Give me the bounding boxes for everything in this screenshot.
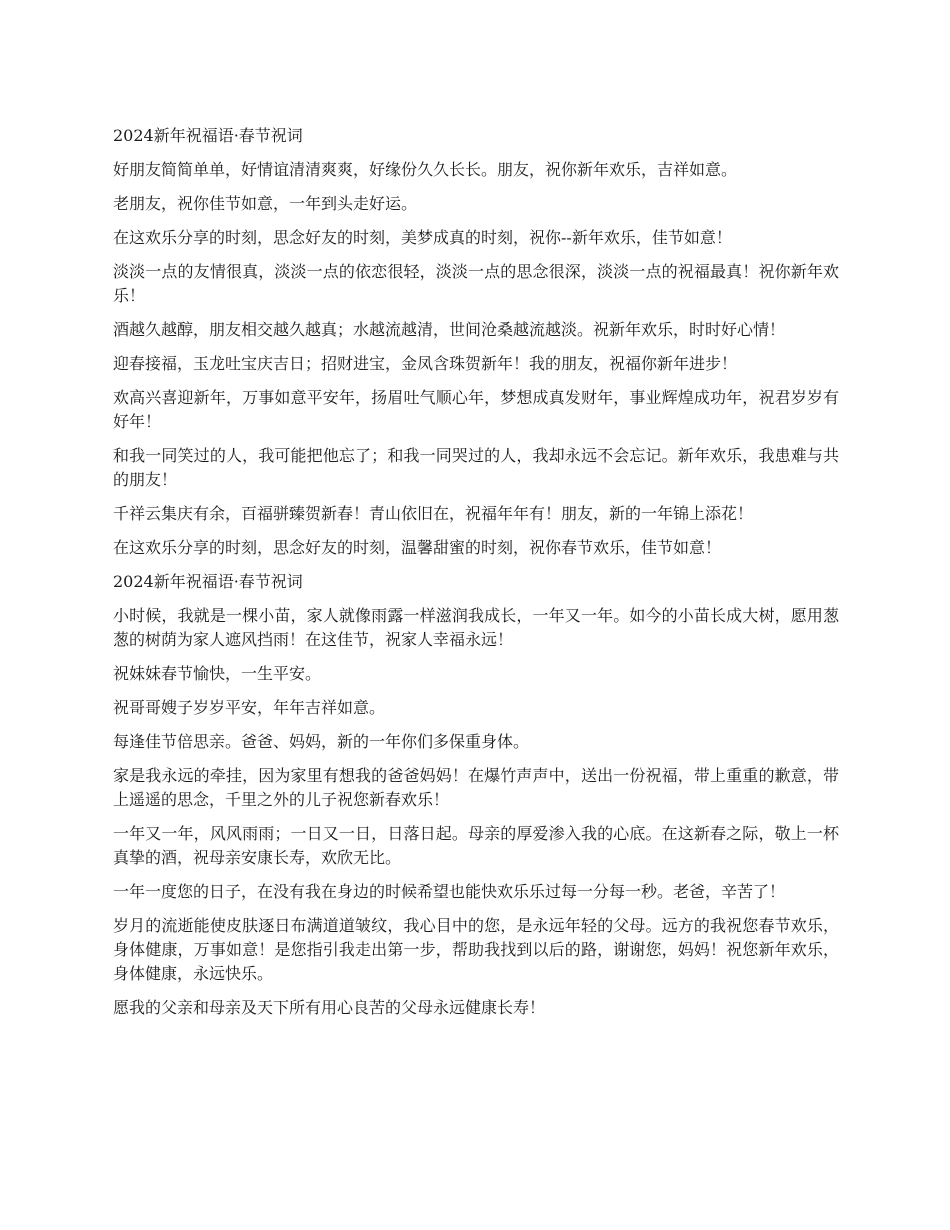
paragraph: 酒越久越醇，朋友相交越久越真；水越流越清，世间沧桑越流越淡。祝新年欢乐，时时好心情！ bbox=[113, 320, 786, 339]
paragraph: 每逢佳节倍思亲。爸爸、妈妈，新的一年你们多保重身体。 bbox=[113, 732, 530, 751]
document-page bbox=[113, 124, 839, 1030]
paragraph: 愿我的父亲和母亲及天下所有用心良苦的父母永远健康长寿！ bbox=[113, 998, 546, 1017]
paragraph: 淡淡一点的友情很真，淡淡一点的依恋很轻，淡淡一点的思念很深，淡淡一点的祝福最真！祝你新年欢乐！ bbox=[113, 262, 839, 305]
paragraph: 一年一度您的日子，在没有我在身边的时候希望也能快欢乐乐过每一分每一秒。老爸，辛苦了！ bbox=[113, 882, 786, 901]
paragraph: 在这欢乐分享的时刻，思念好友的时刻，温馨甜蜜的时刻，祝你春节欢乐，佳节如意！ bbox=[113, 538, 722, 557]
paragraph: 小时候，我就是一棵小苗，家人就像雨露一样滋润我成长，一年又一年。如今的小苗长成大树，愿用葱葱的树荫为家人遮风挡雨！在这佳节，祝家人幸福永远！ bbox=[113, 606, 839, 649]
paragraph: 和我一同笑过的人，我可能把他忘了；和我一同哭过的人，我却永远不会忘记。新年欢乐，我患难与共的朋友！ bbox=[113, 446, 839, 489]
paragraph: 欢高兴喜迎新年，万事如意平安年，扬眉吐气顺心年，梦想成真发财年，事业辉煌成功年，祝君岁岁有好年！ bbox=[113, 388, 839, 431]
paragraph: 在这欢乐分享的时刻，思念好友的时刻，美梦成真的时刻，祝你--新年欢乐，佳节如意！ bbox=[113, 228, 732, 247]
paragraph: 好朋友简简单单，好情谊清清爽爽，好缘份久久长长。朋友，祝你新年欢乐，吉祥如意。 bbox=[113, 160, 738, 179]
section-heading: 2024新年祝福语·春节祝词 bbox=[113, 572, 303, 591]
section-heading: 2024新年祝福语·春节祝词 bbox=[113, 126, 303, 145]
paragraph: 祝哥哥嫂子岁岁平安，年年吉祥如意。 bbox=[113, 698, 386, 717]
paragraph: 祝妹妹春节愉快，一生平安。 bbox=[113, 664, 322, 683]
paragraph: 千祥云集庆有余，百福骈臻贺新春！青山依旧在，祝福年年有！朋友，新的一年锦上添花！ bbox=[113, 504, 754, 523]
paragraph: 老朋友，祝你佳节如意，一年到头走好运。 bbox=[113, 194, 418, 213]
paragraph: 岁月的流逝能使皮肤逐日布满道道皱纹，我心目中的您，是永远年轻的父母。远方的我祝您春节欢乐，身体健康，万事如意！是您指引我走出第一步，帮助我找到以后的路，谢谢您，妈妈！祝您新年欢乐，身体健康，永远快乐。 bbox=[113, 916, 839, 983]
paragraph: 家是我永远的牵挂，因为家里有想我的爸爸妈妈！在爆竹声声中，送出一份祝福，带上重重的歉意，带上遥遥的思念，千里之外的儿子祝您新春欢乐！ bbox=[113, 766, 839, 809]
paragraph: 一年又一年，风风雨雨；一日又一日，日落日起。母亲的厚爱渗入我的心底。在这新春之际，敬上一杯真挚的酒，祝母亲安康长寿，欢欣无比。 bbox=[113, 824, 839, 867]
paragraph: 迎春接福，玉龙吐宝庆吉日；招财进宝，金凤含珠贺新年！我的朋友，祝福你新年进步！ bbox=[113, 354, 738, 373]
